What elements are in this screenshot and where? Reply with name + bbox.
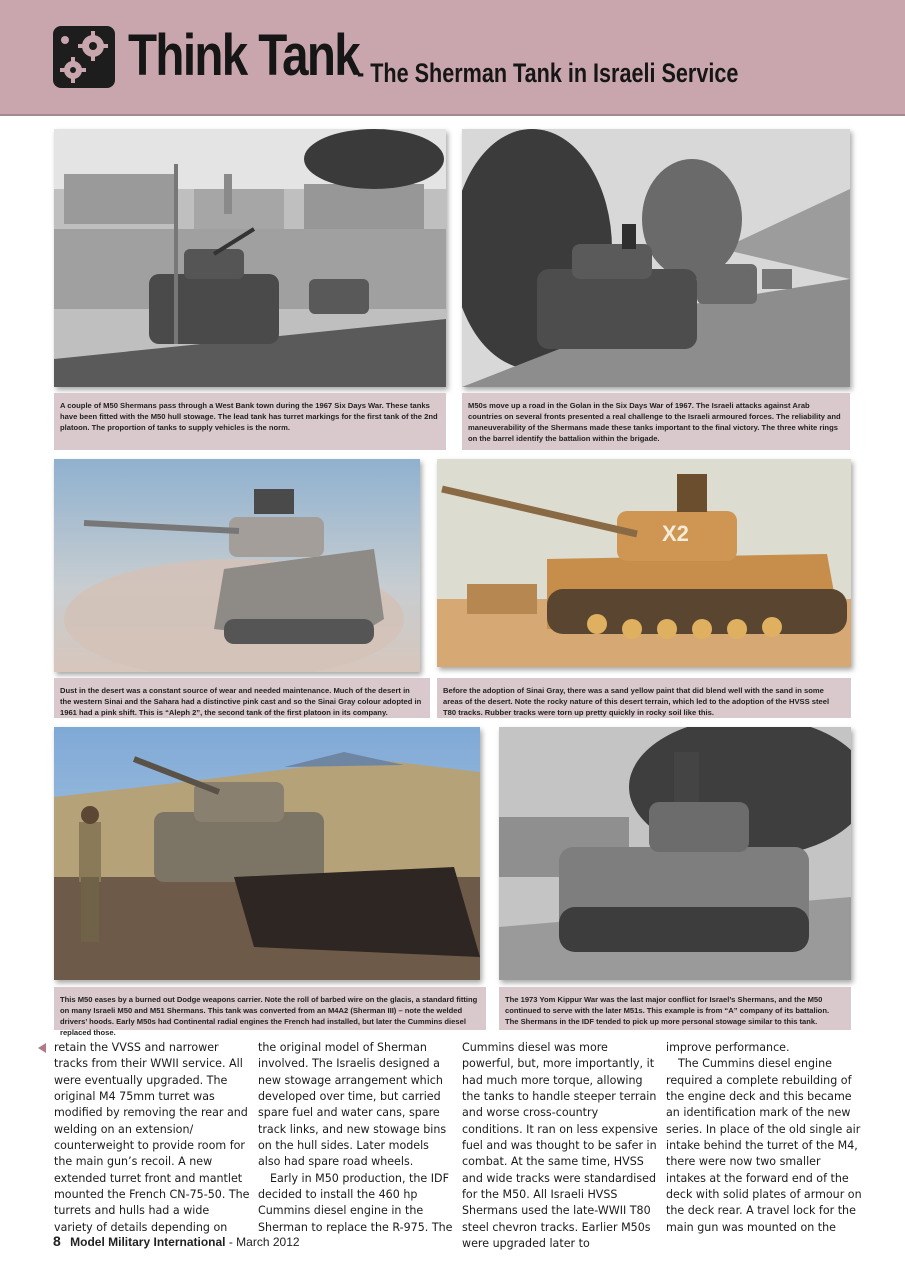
photo-caption: M50s move up a road in the Golan in the Six Days War of 1967. The Israeli attacks against Arab countries on several fronts presented a real challenge to the Israeli armoured forces. The reliability and maneuverability of the Shermans made these tanks important to the final victory. The three white rings on the barrel identify the battalion within the brigade. (462, 393, 850, 450)
photo-m50s-golan-road (462, 129, 850, 387)
continued-arrow-icon (38, 1043, 46, 1053)
page-number: 8 (53, 1233, 61, 1249)
photo-caption: Dust in the desert was a constant source of wear and needed maintenance. Much of the desert in the western Sinai and the Sahara had a distinctive pink cast and so the Sinai Gray colour adopted in 1961 had a pink shift. This is “Aleph 2”, the second tank of the first platoon in its company. (54, 678, 430, 718)
photo-caption: Before the adoption of Sinai Gray, there was a sand yellow paint that did blend well with the sand in some areas of the desert. Note the rocky nature of this desert terrain, which led to the adoption of the HVSS steel T80 tracks. Rubber tracks were torn up pretty quickly in rocky soil like this. (437, 678, 851, 718)
photo-m50-burned-dodge (54, 727, 480, 980)
page-footer (53, 1233, 300, 1249)
article-paragraph: Cummins diesel was more powerful, but, more importantly, it had much more torque, allowing the tanks to handle steeper terrain and worse cross-country conditions. It ran on less expensive fuel and was thought to be safer in combat. At the same time, HVSS and wide tracks were standardised for the M50. All Israeli HVSS Shermans used the late-WWII T80 steel chevron tracks. Earlier M50s were upgraded later to (462, 1041, 658, 1251)
article-paragraph: The Cummins diesel engine required a complete rebuilding of the engine deck and this became an identification mark of the new series. In place of the old single air intake behind the turret of the M4, there were now two smaller intakes at the forward end of the deck with solid plates of armour on the deck rear. A travel lock for the main gun was mounted on the (666, 1057, 862, 1234)
page-subtitle: - The Sherman Tank in Israeli Service (357, 58, 739, 88)
gears-icon (53, 26, 115, 88)
photo-caption: The 1973 Yom Kippur War was the last major conflict for Israel’s Shermans, and the M50 continued to serve with the later M51s. This example is from “A” company of its battalion. The Shermans in the IDF tended to pick up more personal stowage similar to this tank. (499, 987, 851, 1030)
page-title: Think Tank (128, 23, 360, 88)
article-paragraph: improve performance. (666, 1041, 790, 1054)
article-column-2 (258, 1040, 454, 1236)
article-column-4 (666, 1040, 862, 1236)
photo-tank-desert-dust (54, 459, 420, 672)
issue-date: - March 2012 (228, 1235, 300, 1249)
svg-text:X2: X2 (662, 521, 689, 546)
article-column-1 (54, 1040, 250, 1236)
article-column-3 (462, 1040, 658, 1252)
article-paragraph: the original model of Sherman involved. The Israelis designed a new stowage arrangement which developed over time, but carried spare fuel and water cans, spare track links, and new stowage bins on the hull sides. Later models also had spare road wheels. (258, 1041, 447, 1169)
article-paragraph: Early in M50 production, the IDF decided to install the 460 hp Cummins diesel engine in the Sherman to replace the R-975. The (258, 1171, 453, 1234)
page-header (0, 0, 905, 116)
magazine-name: Model Military International (70, 1235, 226, 1249)
photo-tank-sand-yellow (437, 459, 851, 667)
photo-caption: A couple of M50 Shermans pass through a West Bank town during the 1967 Six Days War. These tanks have been fitted with the M50 hull stowage. The lead tank has turret markings for the first tank of the 2nd platoon. The proportion of tanks to supply vehicles is the norm. (54, 393, 446, 450)
photo-yom-kippur-sherman (499, 727, 851, 980)
photo-tanks-west-bank-town (54, 129, 446, 387)
article-paragraph: retain the VVSS and narrower tracks from their WWII service. All were eventually upgraded. The original M4 75mm turret was modified by removing the rear and welding on an extension/ counterweight to provide room for the main gun’s recoil. A new extended turret front and mantlet mounted the French CN-75-50. The turrets and hulls had a wide variety of details depending on (54, 1041, 250, 1234)
photo-caption: This M50 eases by a burned out Dodge weapons carrier. Note the roll of barbed wire on the glacis, a standard fitting on many Israeli M50 and M51 Shermans. This tank was converted from an M4A2 (Sherman III) – note the welded drivers’ hoods. Early M50s had Continental radial engines the French had installed, but later the Cummins diesel replaced those. (54, 987, 486, 1030)
